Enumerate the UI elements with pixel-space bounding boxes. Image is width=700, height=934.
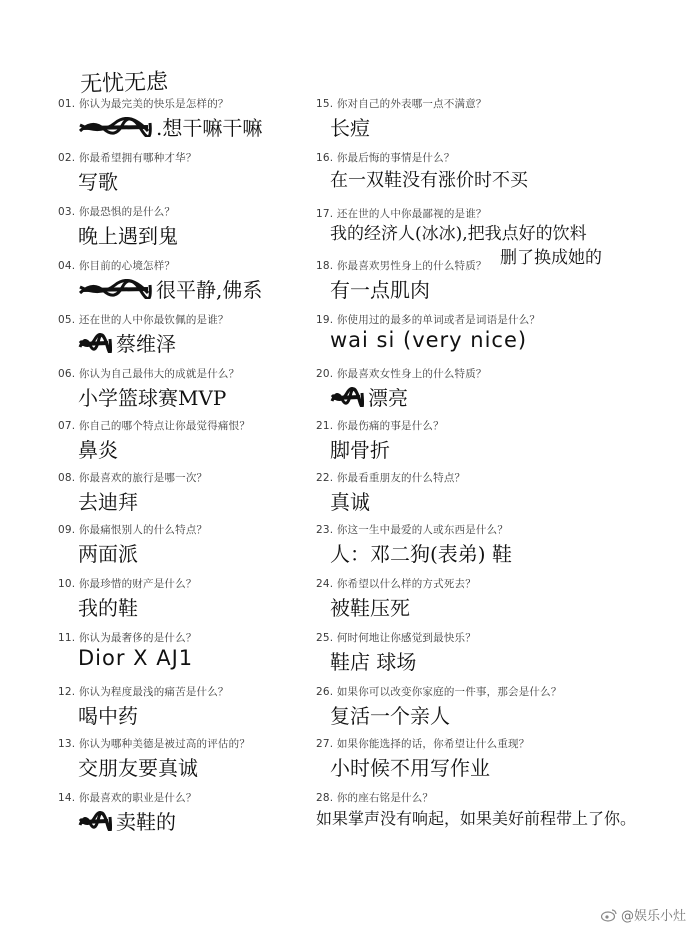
answer-text: 长痘 [330, 116, 370, 140]
question-text: 11. 你认为最奢侈的是什么？ [58, 632, 197, 644]
question-text: 13. 你认为哪种美德是被过高的评估的？ [58, 738, 251, 750]
answer-text-line2: 删了换成她的 [500, 248, 602, 268]
scribble-mark [78, 811, 112, 831]
handwritten-answer [78, 486, 138, 515]
answer-text: 有一点肌肉 [330, 278, 430, 302]
question-text: 19. 你使用过的最多的单词或者是词语是什么？ [316, 314, 541, 326]
question-item [316, 366, 661, 422]
answer-text: 很平静,佛系 [156, 278, 263, 302]
answer-text: .想干嘛干嘛 [156, 116, 263, 140]
question-text: 14. 你最喜欢的职业是什么？ [58, 792, 197, 804]
answer-text: 鼻炎 [78, 438, 118, 462]
answer-text: 我的鞋 [78, 596, 138, 620]
answer-text: 蔡维泽 [116, 332, 176, 356]
question-text: 21. 你最伤痛的事是什么？ [316, 420, 444, 432]
question-text: 08. 你最喜欢的旅行是哪一次？ [58, 472, 208, 484]
handwritten-answer [330, 700, 450, 729]
handwritten-answer [78, 646, 193, 670]
question-text: 07. 你自己的哪个特点让你最觉得痛恨？ [58, 420, 251, 432]
answer-text: 真诚 [330, 490, 370, 514]
question-item [316, 790, 661, 846]
handwritten-answer [316, 806, 636, 829]
question-item [316, 470, 661, 526]
answer-text: 交朋友要真诚 [78, 756, 198, 780]
question-text: 15. 你对自己的外表哪一点不满意？ [316, 98, 487, 110]
question-item [316, 418, 661, 474]
question-text: 18. 你最喜欢男性身上的什么特质？ [316, 260, 487, 272]
question-text: 03. 你最恐惧的是什么？ [58, 206, 176, 218]
scribble-mark [78, 333, 112, 353]
answer-text: 人：邓二狗(表弟) 鞋 [330, 542, 512, 566]
handwritten-answer [330, 274, 430, 303]
question-text: 23. 你这一生中最爱的人或东西是什么？ [316, 524, 509, 536]
question-text: 25. 何时何地让你感觉到最快乐？ [316, 632, 476, 644]
handwritten-answer [78, 328, 176, 357]
answer-text: 卖鞋的 [116, 810, 176, 834]
handwritten-answer [78, 166, 118, 195]
question-item [316, 684, 661, 740]
answer-text: 我的经济人(冰冰),把我点好的饮料 [330, 224, 587, 244]
answer-text: Dior X AJ1 [78, 646, 194, 670]
question-text: 17. 还在世的人中你最鄙视的是谁？ [316, 208, 487, 220]
question-item [316, 522, 661, 578]
question-text: 27. 如果你能选择的话，你希望让什么重现？ [316, 738, 530, 750]
scribble-mark [330, 387, 364, 407]
handwritten-answer [78, 700, 138, 729]
question-item [316, 258, 661, 314]
question-item [316, 630, 661, 686]
answer-text: 被鞋压死 [330, 596, 410, 620]
handwritten-heading: 无忧无虑 [79, 69, 169, 98]
question-text: 04. 你目前的心境怎样？ [58, 260, 176, 272]
answer-text: wai si (very nice) [330, 328, 528, 352]
handwritten-answer [78, 382, 226, 411]
handwritten-answer [330, 486, 370, 515]
handwritten-answer [330, 646, 416, 675]
handwritten-answer [330, 328, 527, 352]
question-text: 06. 你认为自己最伟大的成就是什么？ [58, 368, 240, 380]
question-text: 24. 你希望以什么样的方式死去？ [316, 578, 476, 590]
question-text: 10. 你最珍惜的财产是什么？ [58, 578, 197, 590]
handwritten-answer [330, 112, 370, 141]
answer-text: 写歌 [78, 170, 118, 194]
watermark-text: @娱乐小灶 [620, 909, 686, 924]
answer-text: 如果掌声没有响起，如果美好前程带上了你。 [316, 809, 637, 828]
answer-text: 鞋店 球场 [330, 650, 417, 674]
scribble-mark [78, 117, 152, 137]
handwritten-answer [330, 166, 528, 192]
handwritten-answer [78, 538, 138, 567]
weibo-icon [601, 908, 617, 922]
question-text: 22. 你最看重朋友的什么特点？ [316, 472, 466, 484]
answer-text: 去迪拜 [78, 490, 138, 514]
answer-text: 喝中药 [78, 704, 138, 728]
handwritten-answer [330, 592, 410, 621]
handwritten-answer [330, 752, 490, 781]
answer-text: 在一双鞋没有涨价时不买 [330, 170, 528, 191]
question-text: 26. 如果你可以改变你家庭的一件事，那会是什么？ [316, 686, 562, 698]
question-item [316, 736, 661, 792]
question-text: 01. 你认为最完美的快乐是怎样的？ [58, 98, 229, 110]
question-text: 02. 你最希望拥有哪种才华？ [58, 152, 197, 164]
handwritten-answer [78, 112, 262, 141]
handwritten-answer [78, 274, 262, 303]
handwritten-answer [78, 434, 118, 463]
answer-text: 小学篮球赛MVP [78, 386, 227, 410]
question-text: 16. 你最后悔的事情是什么？ [316, 152, 455, 164]
watermark [601, 905, 686, 924]
answer-text: 小时候不用写作业 [330, 756, 490, 780]
handwritten-answer [330, 538, 512, 567]
question-item [316, 312, 661, 368]
handwritten-answer [78, 592, 138, 621]
answer-text: 晚上遇到鬼 [78, 224, 178, 248]
question-text: 09. 你最痛恨别人的什么特点？ [58, 524, 208, 536]
handwritten-answer [78, 806, 176, 835]
question-item [316, 150, 661, 206]
handwritten-answer [78, 752, 198, 781]
question-text: 05. 还在世的人中你最钦佩的是谁？ [58, 314, 229, 326]
answer-text: 漂亮 [368, 386, 408, 410]
answer-text: 两面派 [78, 542, 138, 566]
handwritten-answer [78, 220, 178, 249]
question-text: 12. 你认为程度最浅的痛苦是什么？ [58, 686, 229, 698]
question-text: 28. 你的座右铭是什么？ [316, 792, 434, 804]
question-text: 20. 你最喜欢女性身上的什么特质？ [316, 368, 487, 380]
scribble-mark [78, 279, 152, 299]
answer-text: 脚骨折 [330, 438, 390, 462]
handwritten-answer [330, 382, 408, 411]
answer-text: 复活一个亲人 [330, 704, 450, 728]
question-item [316, 96, 661, 152]
question-item [316, 576, 661, 632]
handwritten-answer [330, 434, 390, 463]
